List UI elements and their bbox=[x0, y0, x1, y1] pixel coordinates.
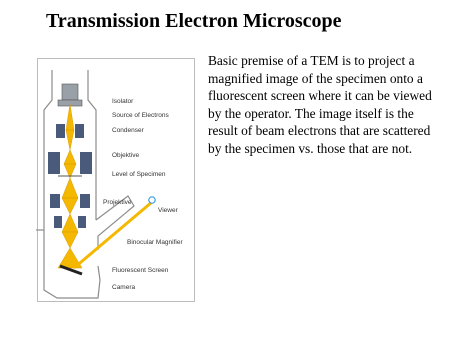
label-objective: Objektive bbox=[112, 152, 140, 159]
label-viewer: Viewer bbox=[158, 207, 178, 214]
slide-title: Transmission Electron Microscope bbox=[46, 10, 342, 32]
label-isolator: Isolator bbox=[112, 98, 134, 105]
label-projective: Projektive bbox=[103, 199, 132, 206]
label-binocular: Binocular Magnifier bbox=[127, 239, 183, 246]
label-screen: Fluorescent Screen bbox=[112, 267, 169, 274]
isolator-icon bbox=[58, 84, 82, 106]
label-source: Source of Electrons bbox=[112, 112, 169, 119]
description-text: Basic premise of a TEM is to project a magnified image of the specimen onto a fluorescent screen where it can be viewed by the operator. The image itself is the result of beam electrons that are scattered by the specimen vs. those that are not. bbox=[208, 53, 432, 156]
label-condenser: Condenser bbox=[112, 127, 144, 134]
viewer-icon bbox=[149, 197, 155, 203]
binocular-beam bbox=[74, 202, 152, 268]
label-camera: Camera bbox=[112, 284, 136, 291]
label-specimen: Level of Specimen bbox=[112, 171, 166, 178]
